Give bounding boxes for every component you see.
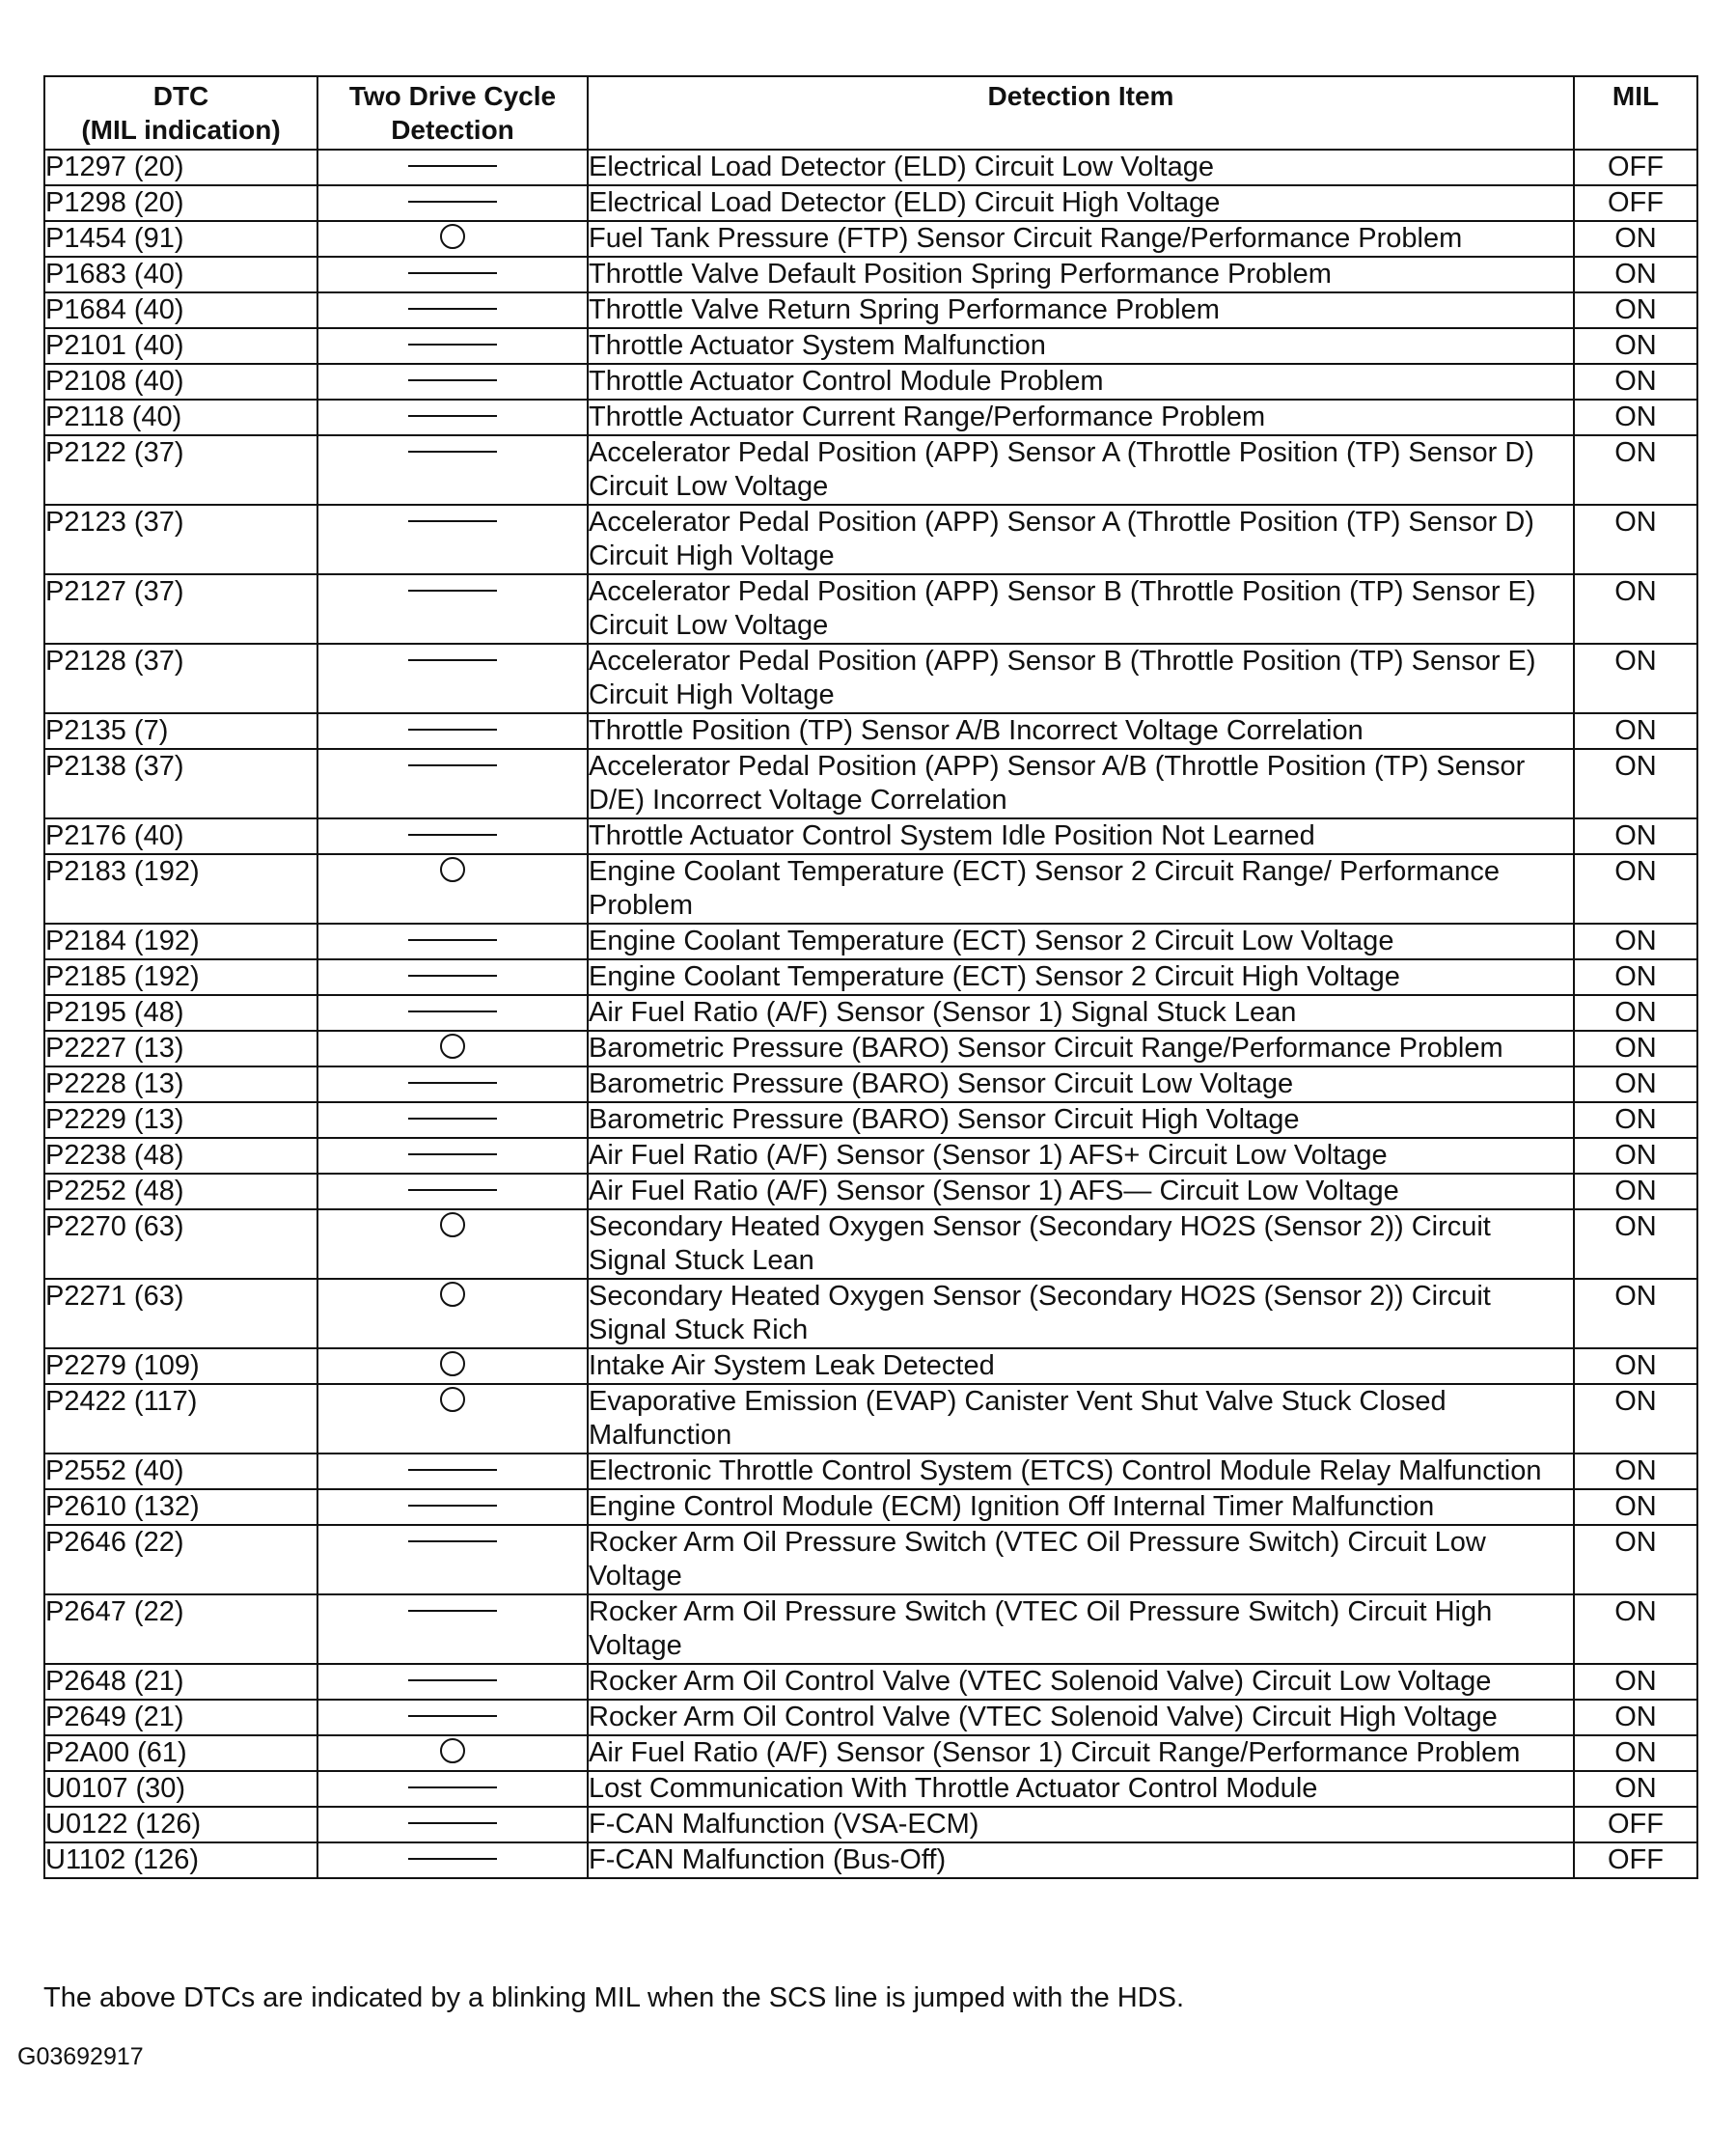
- detection-item-cell: Secondary Heated Oxygen Sensor (Secondary HO2S (Sensor 2)) Circuit Signal Stuck Rich: [588, 1279, 1574, 1348]
- table-row: [44, 1279, 1697, 1348]
- dtc-code-cell: P2228 (13): [44, 1066, 317, 1102]
- dash-icon: [408, 308, 497, 310]
- table-row: [44, 854, 1697, 924]
- two-drive-cycle-cell: [317, 257, 588, 292]
- dtc-code-cell: P2229 (13): [44, 1102, 317, 1138]
- table-row: [44, 1735, 1697, 1771]
- table-row: [44, 257, 1697, 292]
- two-drive-cycle-cell: [317, 959, 588, 995]
- detection-item-cell: Evaporative Emission (EVAP) Canister Vent Shut Valve Stuck Closed Malfunction: [588, 1384, 1574, 1454]
- detection-item-cell: Engine Coolant Temperature (ECT) Sensor 2 Circuit High Voltage: [588, 959, 1574, 995]
- two-drive-cycle-cell: [317, 1348, 588, 1384]
- detection-item-cell: Electronic Throttle Control System (ETCS) Control Module Relay Malfunction: [588, 1454, 1574, 1489]
- dtc-code-cell: P2123 (37): [44, 505, 317, 574]
- detection-item-cell: Electrical Load Detector (ELD) Circuit High Voltage: [588, 185, 1574, 221]
- two-drive-cycle-cell: [317, 574, 588, 644]
- two-drive-cycle-cell: [317, 1700, 588, 1735]
- dtc-code-cell: P2238 (48): [44, 1138, 317, 1174]
- circle-icon: [440, 1738, 465, 1763]
- detection-item-cell: Barometric Pressure (BARO) Sensor Circuit Low Voltage: [588, 1066, 1574, 1102]
- header-detection-item: Detection Item: [588, 76, 1574, 150]
- header-dtc-line1: DTC: [152, 81, 209, 111]
- two-drive-cycle-cell: [317, 1771, 588, 1807]
- dash-icon: [408, 1786, 497, 1788]
- dtc-code-cell: P2271 (63): [44, 1279, 317, 1348]
- dash-icon: [408, 272, 497, 274]
- table-row: [44, 505, 1697, 574]
- mil-cell: ON: [1574, 1066, 1697, 1102]
- table-row: [44, 924, 1697, 959]
- dtc-code-cell: P2176 (40): [44, 818, 317, 854]
- detection-item-cell: Barometric Pressure (BARO) Sensor Circuit High Voltage: [588, 1102, 1574, 1138]
- detection-item-cell: Rocker Arm Oil Pressure Switch (VTEC Oil Pressure Switch) Circuit High Voltage: [588, 1594, 1574, 1664]
- table-row: [44, 435, 1697, 505]
- mil-cell: ON: [1574, 959, 1697, 995]
- two-drive-cycle-cell: [317, 364, 588, 400]
- mil-cell: ON: [1574, 1348, 1697, 1384]
- dtc-code-cell: U0122 (126): [44, 1807, 317, 1842]
- two-drive-cycle-cell: [317, 185, 588, 221]
- dtc-table-body: [44, 150, 1697, 1878]
- two-drive-cycle-cell: [317, 221, 588, 257]
- dash-icon: [408, 415, 497, 417]
- dash-icon: [408, 834, 497, 836]
- table-row: [44, 1700, 1697, 1735]
- mil-cell: ON: [1574, 1735, 1697, 1771]
- two-drive-cycle-cell: [317, 1489, 588, 1525]
- dash-icon: [408, 520, 497, 522]
- table-row: [44, 364, 1697, 400]
- table-row: [44, 150, 1697, 185]
- header-mil: MIL: [1574, 76, 1697, 150]
- table-row: [44, 1066, 1697, 1102]
- detection-item-cell: Throttle Actuator Current Range/Performance Problem: [588, 400, 1574, 435]
- dtc-code-cell: P2646 (22): [44, 1525, 317, 1594]
- header-dtc: [44, 76, 317, 150]
- table-row: [44, 959, 1697, 995]
- detection-item-cell: Accelerator Pedal Position (APP) Sensor A/B (Throttle Position (TP) Sensor D/E) Incorrect Voltage Correlation: [588, 749, 1574, 818]
- mil-cell: ON: [1574, 400, 1697, 435]
- dash-icon: [408, 1822, 497, 1824]
- detection-item-cell: Intake Air System Leak Detected: [588, 1348, 1574, 1384]
- detection-item-cell: Throttle Position (TP) Sensor A/B Incorrect Voltage Correlation: [588, 713, 1574, 749]
- mil-cell: ON: [1574, 292, 1697, 328]
- circle-icon: [440, 1387, 465, 1412]
- detection-item-cell: Fuel Tank Pressure (FTP) Sensor Circuit Range/Performance Problem: [588, 221, 1574, 257]
- detection-item-cell: Rocker Arm Oil Pressure Switch (VTEC Oil Pressure Switch) Circuit Low Voltage: [588, 1525, 1574, 1594]
- dash-icon: [408, 975, 497, 977]
- two-drive-cycle-cell: [317, 1102, 588, 1138]
- mil-cell: OFF: [1574, 185, 1697, 221]
- table-row: [44, 1842, 1697, 1878]
- mil-cell: ON: [1574, 644, 1697, 713]
- header-two-line2: Detection: [391, 115, 514, 145]
- mil-cell: ON: [1574, 364, 1697, 400]
- dash-icon: [408, 165, 497, 167]
- dash-icon: [408, 344, 497, 346]
- mil-cell: ON: [1574, 1489, 1697, 1525]
- table-row: [44, 1102, 1697, 1138]
- two-drive-cycle-cell: [317, 1209, 588, 1279]
- mil-cell: ON: [1574, 1594, 1697, 1664]
- detection-item-cell: Accelerator Pedal Position (APP) Sensor B (Throttle Position (TP) Sensor E) Circuit Low Voltage: [588, 574, 1574, 644]
- dtc-code-cell: P2122 (37): [44, 435, 317, 505]
- header-two-line1: Two Drive Cycle: [348, 81, 557, 111]
- detection-item-cell: Electrical Load Detector (ELD) Circuit Low Voltage: [588, 150, 1574, 185]
- dash-icon: [408, 1189, 497, 1191]
- table-header-row: [44, 76, 1697, 150]
- dash-icon: [408, 590, 497, 592]
- mil-cell: ON: [1574, 1279, 1697, 1348]
- table-row: [44, 713, 1697, 749]
- two-drive-cycle-cell: [317, 854, 588, 924]
- dtc-code-cell: P2648 (21): [44, 1664, 317, 1700]
- dtc-code-cell: P2227 (13): [44, 1031, 317, 1066]
- table-row: [44, 1384, 1697, 1454]
- table-row: [44, 1174, 1697, 1209]
- mil-cell: ON: [1574, 505, 1697, 574]
- dash-icon: [408, 1715, 497, 1717]
- dtc-code-cell: P2279 (109): [44, 1348, 317, 1384]
- detection-item-cell: F-CAN Malfunction (VSA-ECM): [588, 1807, 1574, 1842]
- detection-item-cell: Accelerator Pedal Position (APP) Sensor A (Throttle Position (TP) Sensor D) Circuit Low Voltage: [588, 435, 1574, 505]
- table-row: [44, 995, 1697, 1031]
- circle-icon: [440, 1351, 465, 1376]
- detection-item-cell: Engine Coolant Temperature (ECT) Sensor 2 Circuit Range/ Performance Problem: [588, 854, 1574, 924]
- mil-cell: OFF: [1574, 1842, 1697, 1878]
- mil-cell: ON: [1574, 854, 1697, 924]
- dtc-code-cell: U1102 (126): [44, 1842, 317, 1878]
- footnote: The above DTCs are indicated by a blinking MIL when the SCS line is jumped with the HDS.: [43, 1982, 1185, 2013]
- mil-cell: ON: [1574, 818, 1697, 854]
- two-drive-cycle-cell: [317, 1594, 588, 1664]
- detection-item-cell: Throttle Actuator Control Module Problem: [588, 364, 1574, 400]
- mil-cell: ON: [1574, 1174, 1697, 1209]
- table-row: [44, 1525, 1697, 1594]
- two-drive-cycle-cell: [317, 1842, 588, 1878]
- table-row: [44, 221, 1697, 257]
- mil-cell: ON: [1574, 995, 1697, 1031]
- dtc-code-cell: P2422 (117): [44, 1384, 317, 1454]
- mil-cell: ON: [1574, 1384, 1697, 1454]
- circle-icon: [440, 1282, 465, 1307]
- two-drive-cycle-cell: [317, 644, 588, 713]
- dash-icon: [408, 1118, 497, 1120]
- detection-item-cell: Accelerator Pedal Position (APP) Sensor A (Throttle Position (TP) Sensor D) Circuit High Voltage: [588, 505, 1574, 574]
- table-row: [44, 1138, 1697, 1174]
- mil-cell: ON: [1574, 713, 1697, 749]
- detection-item-cell: Air Fuel Ratio (A/F) Sensor (Sensor 1) AFS— Circuit Low Voltage: [588, 1174, 1574, 1209]
- two-drive-cycle-cell: [317, 1279, 588, 1348]
- dtc-code-cell: P2195 (48): [44, 995, 317, 1031]
- dtc-code-cell: P2118 (40): [44, 400, 317, 435]
- mil-cell: OFF: [1574, 1807, 1697, 1842]
- dash-icon: [408, 1011, 497, 1012]
- circle-icon: [440, 1034, 465, 1059]
- dash-icon: [408, 1469, 497, 1471]
- dash-icon: [408, 1610, 497, 1612]
- dash-icon: [408, 939, 497, 941]
- dtc-code-cell: P1297 (20): [44, 150, 317, 185]
- dtc-code-cell: P2183 (192): [44, 854, 317, 924]
- mil-cell: ON: [1574, 257, 1697, 292]
- two-drive-cycle-cell: [317, 1031, 588, 1066]
- dtc-table-sheet: [43, 75, 1696, 1879]
- dtc-code-cell: P2108 (40): [44, 364, 317, 400]
- dtc-code-cell: P2135 (7): [44, 713, 317, 749]
- dash-icon: [408, 659, 497, 661]
- detection-item-cell: Accelerator Pedal Position (APP) Sensor B (Throttle Position (TP) Sensor E) Circuit High Voltage: [588, 644, 1574, 713]
- two-drive-cycle-cell: [317, 505, 588, 574]
- header-two-drive-cycle: [317, 76, 588, 150]
- dash-icon: [408, 1505, 497, 1507]
- circle-icon: [440, 1212, 465, 1237]
- dtc-code-cell: P2101 (40): [44, 328, 317, 364]
- dtc-code-cell: P2252 (48): [44, 1174, 317, 1209]
- detection-item-cell: Air Fuel Ratio (A/F) Sensor (Sensor 1) Signal Stuck Lean: [588, 995, 1574, 1031]
- mil-cell: ON: [1574, 1209, 1697, 1279]
- dtc-code-cell: P2A00 (61): [44, 1735, 317, 1771]
- mil-cell: ON: [1574, 1525, 1697, 1594]
- two-drive-cycle-cell: [317, 995, 588, 1031]
- mil-cell: ON: [1574, 574, 1697, 644]
- two-drive-cycle-cell: [317, 1066, 588, 1102]
- detection-item-cell: Engine Coolant Temperature (ECT) Sensor 2 Circuit Low Voltage: [588, 924, 1574, 959]
- table-row: [44, 1664, 1697, 1700]
- dtc-code-cell: P1298 (20): [44, 185, 317, 221]
- detection-item-cell: Rocker Arm Oil Control Valve (VTEC Solenoid Valve) Circuit High Voltage: [588, 1700, 1574, 1735]
- dtc-code-cell: P2647 (22): [44, 1594, 317, 1664]
- header-dtc-line2: (MIL indication): [81, 115, 281, 145]
- table-row: [44, 292, 1697, 328]
- dtc-code-cell: P2610 (132): [44, 1489, 317, 1525]
- detection-item-cell: Secondary Heated Oxygen Sensor (Secondary HO2S (Sensor 2)) Circuit Signal Stuck Lean: [588, 1209, 1574, 1279]
- mil-cell: ON: [1574, 435, 1697, 505]
- table-row: [44, 749, 1697, 818]
- two-drive-cycle-cell: [317, 1735, 588, 1771]
- dtc-table: [43, 75, 1698, 1879]
- mil-cell: ON: [1574, 1454, 1697, 1489]
- circle-icon: [440, 224, 465, 249]
- two-drive-cycle-cell: [317, 1454, 588, 1489]
- dtc-code-cell: P1683 (40): [44, 257, 317, 292]
- two-drive-cycle-cell: [317, 1174, 588, 1209]
- dash-icon: [408, 1679, 497, 1681]
- dtc-code-cell: P2128 (37): [44, 644, 317, 713]
- table-row: [44, 644, 1697, 713]
- two-drive-cycle-cell: [317, 1525, 588, 1594]
- mil-cell: ON: [1574, 1031, 1697, 1066]
- two-drive-cycle-cell: [317, 818, 588, 854]
- two-drive-cycle-cell: [317, 713, 588, 749]
- table-row: [44, 1454, 1697, 1489]
- dtc-code-cell: P2270 (63): [44, 1209, 317, 1279]
- mil-cell: ON: [1574, 221, 1697, 257]
- dtc-code-cell: P1454 (91): [44, 221, 317, 257]
- table-row: [44, 185, 1697, 221]
- dash-icon: [408, 1540, 497, 1542]
- table-row: [44, 1807, 1697, 1842]
- dash-icon: [408, 1153, 497, 1155]
- detection-item-cell: Throttle Actuator Control System Idle Position Not Learned: [588, 818, 1574, 854]
- mil-cell: ON: [1574, 328, 1697, 364]
- dash-icon: [408, 1082, 497, 1084]
- table-row: [44, 1348, 1697, 1384]
- mil-cell: ON: [1574, 924, 1697, 959]
- mil-cell: ON: [1574, 1138, 1697, 1174]
- two-drive-cycle-cell: [317, 924, 588, 959]
- detection-item-cell: Rocker Arm Oil Control Valve (VTEC Solenoid Valve) Circuit Low Voltage: [588, 1664, 1574, 1700]
- dtc-code-cell: P2138 (37): [44, 749, 317, 818]
- detection-item-cell: Air Fuel Ratio (A/F) Sensor (Sensor 1) AFS+ Circuit Low Voltage: [588, 1138, 1574, 1174]
- mil-cell: ON: [1574, 1700, 1697, 1735]
- table-row: [44, 574, 1697, 644]
- mil-cell: ON: [1574, 1664, 1697, 1700]
- figure-id: G03692917: [17, 2043, 144, 2070]
- two-drive-cycle-cell: [317, 1807, 588, 1842]
- dtc-code-cell: P1684 (40): [44, 292, 317, 328]
- detection-item-cell: Throttle Actuator System Malfunction: [588, 328, 1574, 364]
- detection-item-cell: Throttle Valve Default Position Spring Performance Problem: [588, 257, 1574, 292]
- mil-cell: ON: [1574, 1102, 1697, 1138]
- dash-icon: [408, 729, 497, 731]
- mil-cell: ON: [1574, 749, 1697, 818]
- detection-item-cell: Barometric Pressure (BARO) Sensor Circuit Range/Performance Problem: [588, 1031, 1574, 1066]
- two-drive-cycle-cell: [317, 1138, 588, 1174]
- table-row: [44, 1489, 1697, 1525]
- two-drive-cycle-cell: [317, 1664, 588, 1700]
- two-drive-cycle-cell: [317, 400, 588, 435]
- detection-item-cell: F-CAN Malfunction (Bus-Off): [588, 1842, 1574, 1878]
- table-row: [44, 1031, 1697, 1066]
- table-row: [44, 1771, 1697, 1807]
- dtc-code-cell: P2649 (21): [44, 1700, 317, 1735]
- mil-cell: OFF: [1574, 150, 1697, 185]
- two-drive-cycle-cell: [317, 749, 588, 818]
- two-drive-cycle-cell: [317, 1384, 588, 1454]
- dtc-code-cell: P2127 (37): [44, 574, 317, 644]
- dtc-code-cell: P2552 (40): [44, 1454, 317, 1489]
- detection-item-cell: Engine Control Module (ECM) Ignition Off Internal Timer Malfunction: [588, 1489, 1574, 1525]
- dash-icon: [408, 201, 497, 203]
- table-row: [44, 328, 1697, 364]
- dash-icon: [408, 1858, 497, 1860]
- detection-item-cell: Air Fuel Ratio (A/F) Sensor (Sensor 1) Circuit Range/Performance Problem: [588, 1735, 1574, 1771]
- dash-icon: [408, 451, 497, 453]
- table-row: [44, 1209, 1697, 1279]
- table-row: [44, 400, 1697, 435]
- table-row: [44, 818, 1697, 854]
- mil-cell: ON: [1574, 1771, 1697, 1807]
- two-drive-cycle-cell: [317, 435, 588, 505]
- dtc-code-cell: P2185 (192): [44, 959, 317, 995]
- circle-icon: [440, 857, 465, 882]
- two-drive-cycle-cell: [317, 292, 588, 328]
- detection-item-cell: Lost Communication With Throttle Actuator Control Module: [588, 1771, 1574, 1807]
- detection-item-cell: Throttle Valve Return Spring Performance Problem: [588, 292, 1574, 328]
- dtc-code-cell: U0107 (30): [44, 1771, 317, 1807]
- table-row: [44, 1594, 1697, 1664]
- dash-icon: [408, 764, 497, 766]
- two-drive-cycle-cell: [317, 150, 588, 185]
- two-drive-cycle-cell: [317, 328, 588, 364]
- dash-icon: [408, 379, 497, 381]
- dtc-code-cell: P2184 (192): [44, 924, 317, 959]
